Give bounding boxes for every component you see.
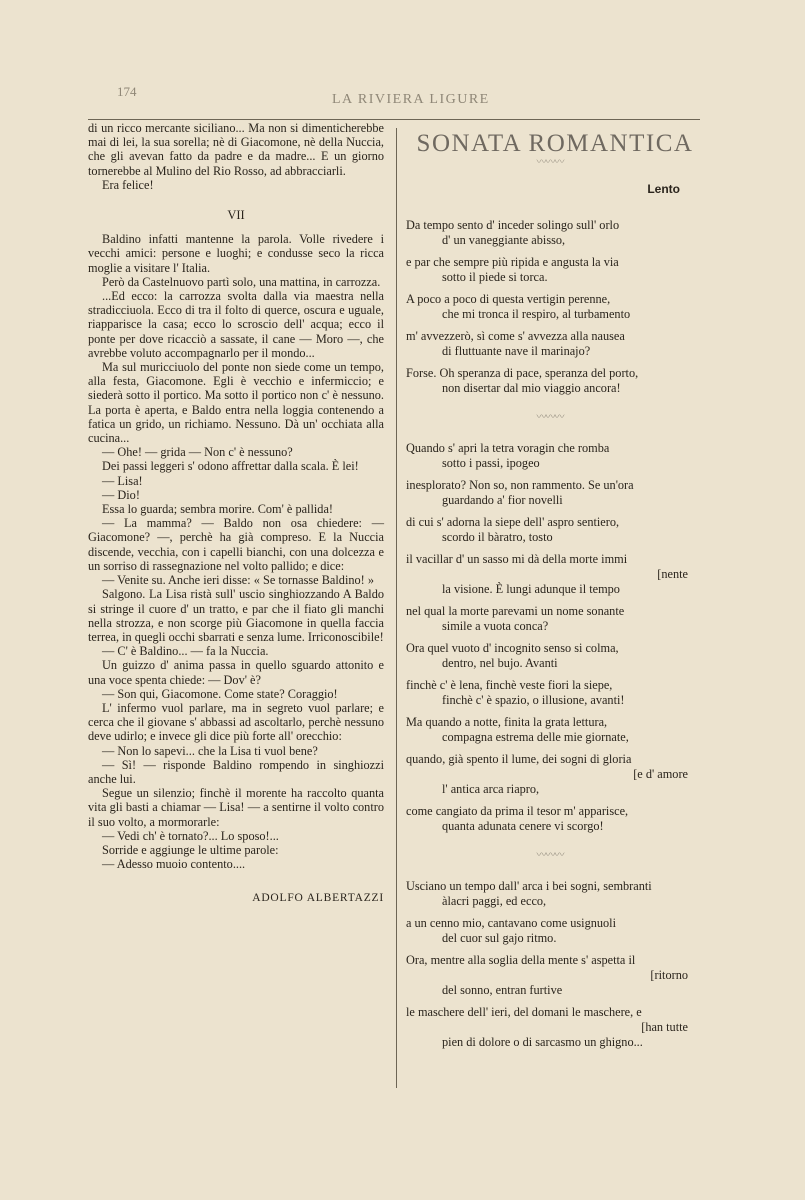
story-paragraph: Salgono. La Lisa ristà sull' uscio singhiozzando A Baldo si stringe il cuore d' un tratto, e par che il fiato gli manchi nella strozza, e non scorge più Giacomone in quella faccia terrea, in quegli occhi sbarrati e senza lume. Irriconoscibile! — [88, 587, 384, 644]
poem-couplet — [406, 879, 700, 909]
story-paragraph: — Ohe! — grida — Non c' è nessuno? — [102, 445, 293, 460]
story-opening-end: Era felice! — [102, 177, 154, 192]
story-paragraph: — Sì! — risponde Baldino rompendo in singhiozzi anche lui. — [88, 757, 384, 786]
poem-couplet — [406, 255, 700, 285]
story-paragraph: — Non lo sapevi... che la Lisa ti vuol bene? — [102, 743, 318, 758]
page-number: 174 — [117, 84, 137, 99]
poem-couplet — [406, 552, 700, 597]
poem-couplet — [406, 515, 700, 545]
verse-line: nel qual la morte parevami un nome sonante — [406, 604, 625, 618]
verse-line-indented: di fluttuante nave il marinajo? — [442, 344, 591, 358]
verse-line-indented: del sonno, entran furtive — [442, 983, 563, 997]
stanza-ornament: 〰〰〰 — [536, 850, 564, 861]
poem-couplet — [406, 441, 700, 471]
verse-line-indented: dentro, nel bujo. Avanti — [442, 656, 558, 670]
verse-line-indented: sotto i passi, ipogeo — [442, 456, 540, 470]
poem-couplet — [406, 1005, 700, 1050]
verse-carryover: [han tutte — [641, 1020, 688, 1034]
verse-line-indented: simile a vuota conca? — [442, 619, 549, 633]
poem-stanzas — [400, 218, 700, 1050]
poem-couplet — [406, 366, 700, 396]
poem-title: SONATA ROMANTICA — [416, 130, 694, 157]
poem-couplet — [406, 678, 700, 708]
story-column — [88, 121, 384, 906]
verse-carryover: [e d' amore — [633, 767, 688, 781]
story-paragraph: — Vedi ch' è tornato?... Lo sposo!... — [102, 828, 279, 843]
story-paragraph: Dei passi leggeri s' odono affrettar dalla scala. È lei! — [102, 459, 359, 474]
story-paragraph: Essa lo guarda; sembra morire. Com' è pallida! — [102, 502, 334, 517]
header-rule — [88, 119, 700, 120]
poem-couplet — [406, 804, 700, 834]
verse-line-indented: sotto il piede si torca. — [442, 270, 548, 284]
poem-couplet — [406, 218, 700, 248]
poem-couplet — [406, 329, 700, 359]
story-paragraph: Ma sul muricciuolo del ponte non siede come un tempo, alla festa, Giacomone. Egli è vecchio e infermiccio; e siederà sotto il portico. Ma sotto il portico non c' è nessuno. La porta è aperta, e Baldo entra nella loggia contenendo a fatica un grido, un richiamo. Nessuno. Dà un' occhiata alla cucina... — [88, 360, 384, 446]
story-paragraph: Però da Castelnuovo partì solo, una mattina, in carrozza. — [102, 274, 381, 289]
verse-line-indented: quanta adunata cenere vi scorgo! — [442, 819, 604, 833]
poem-tempo: Lento — [647, 182, 680, 196]
verse-line-indented: l' antica arca riapro, — [442, 782, 540, 796]
verse-line: finchè c' è lena, finchè veste fiori la siepe, — [406, 678, 613, 692]
story-paragraph: — C' è Baldino... — fa la Nuccia. — [102, 644, 269, 659]
verse-line-indented: d' un vaneggiante abisso, — [442, 233, 566, 247]
poem-couplet — [406, 715, 700, 745]
verse-line-indented: non disertar dal mio viaggio ancora! — [442, 381, 621, 395]
verse-line: quando, già spento il lume, dei sogni di gloria — [406, 752, 632, 766]
story-paragraph: — Lisa! — [102, 473, 143, 488]
story-paragraphs — [88, 232, 384, 871]
verse-line: e par che sempre più ripida e angusta la via — [406, 255, 619, 269]
section-heading: VII — [227, 208, 245, 223]
story-paragraph: ...Ed ecco: la carrozza svolta dalla via maestra nella stradicciuola. Ecco di tra il folto di querce, oscura e uguale, riapparisce la casa; ecco lo scroscio dell' acqua; ecco il ponte per dove ricacciò a sassate, il cane — Moro —, che avrebbe voluto accompagnarlo per il mondo... — [88, 289, 384, 360]
story-paragraph: — Venite su. Anche ieri disse: « Se tornasse Baldino! » — [102, 573, 374, 588]
poem-couplet — [406, 604, 700, 634]
poem-column — [400, 126, 700, 1057]
column-divider — [396, 128, 397, 1088]
verse-line: Usciano un tempo dall' arca i bei sogni, sembranti — [406, 879, 652, 893]
verse-line: Ora quel vuoto d' incognito senso si colma, — [406, 641, 619, 655]
verse-line-indented: finchè c' è spazio, o illusione, avanti! — [442, 693, 625, 707]
story-paragraph: — La mamma? — Baldo non osa chiedere: — Giacomone? —, perchè ha già compreso. E la Nuccia discende, vecchia, con i capelli bianchi, con una dolcezza e un sorriso di rassegnazione nel volto pallido; e dice: — [88, 516, 384, 573]
poem-couplet — [406, 478, 700, 508]
verse-line: inesplorato? Non so, non rammento. Se un'ora — [406, 478, 634, 492]
verse-line: Ma quando a notte, finita la grata lettura, — [406, 715, 608, 729]
story-paragraph: Sorride e aggiunge le ultime parole: — [102, 842, 279, 857]
verse-line: Quando s' apri la tetra voragin che romba — [406, 441, 610, 455]
story-paragraph: — Dio! — [102, 487, 140, 502]
poem-stanza — [400, 441, 700, 834]
verse-line-indented: guardando a' fior novelli — [442, 493, 563, 507]
verse-line: il vacillar d' un sasso mi dà della morte immi — [406, 552, 628, 566]
title-ornament: 〰〰〰 — [536, 157, 564, 168]
verse-line: a un cenno mio, cantavano come usignuoli — [406, 916, 617, 930]
verse-line: le maschere dell' ieri, del domani le maschere, e — [406, 1005, 642, 1019]
story-opening: di un ricco mercante siciliano... Ma non si dimenticherebbe mai di lei, la sua sorella; nè di Giacomone, nè della Nuccia, che gli avevan fatto da padre e da madre... E un giorno tornerebbe al Mulino del Rio Rosso, ad abbracciarli. — [88, 121, 384, 178]
verse-line: di cui s' adorna la siepe dell' aspro sentiero, — [406, 515, 620, 529]
verse-line-indented: compagna estrema delle mie giornate, — [442, 730, 629, 744]
story-paragraph: Segue un silenzio; finchè il morente ha raccolto quanta vita gli basti a chiamar — Lisa! — a sentirne il volto contro il suo volto, a mormorarle: — [88, 786, 384, 829]
poem-stanza — [400, 218, 700, 396]
story-paragraph: Un guizzo d' anima passa in quello sguardo attonito e una voce spenta chiede: — Dov' è? — [88, 658, 384, 687]
poem-couplet — [406, 641, 700, 671]
story-paragraph: — Son qui, Giacomone. Come state? Coraggio! — [102, 686, 338, 701]
verse-line-indented: che mi tronca il respiro, al turbamento — [442, 307, 631, 321]
magazine-title: LA RIVIERA LIGURE — [332, 92, 490, 107]
story-paragraph: L' infermo vuol parlare, ma in segreto vuol parlare; e cerca che il giovane s' abbassi ad ascoltarlo, perchè nessuno deve udirlo; e invece gli dice più forte all' orecchio: — [88, 700, 384, 744]
verse-carryover: [nente — [657, 567, 688, 581]
poem-couplet — [406, 916, 700, 946]
verse-line-indented: scordo il bàratro, tosto — [442, 530, 553, 544]
story-paragraph: — Adesso muoio contento.... — [102, 857, 246, 872]
verse-line: A poco a poco di questa vertigin perenne, — [406, 292, 611, 306]
author-signature: ADOLFO ALBERTAZZI — [252, 892, 384, 905]
verse-line-indented: la visione. È lungi adunque il tempo — [442, 582, 620, 596]
stanza-ornament: 〰〰〰 — [536, 412, 564, 423]
verse-line: Ora, mentre alla soglia della mente s' aspetta il — [406, 953, 636, 967]
verse-carryover: [ritorno — [650, 968, 688, 982]
poem-couplet — [406, 953, 700, 998]
verse-line-indented: del cuor sul gajo ritmo. — [442, 931, 557, 945]
poem-stanza — [400, 879, 700, 1050]
poem-couplet — [406, 292, 700, 322]
verse-line: come cangiato da prima il tesor m' apparisce, — [406, 804, 629, 818]
story-paragraph: Baldino infatti mantenne la parola. Volle rivedere i vecchi amici: persone e luoghi; e condusse seco la ricca moglie a visitare l' Italia. — [88, 232, 384, 275]
poem-couplet — [406, 752, 700, 797]
verse-line: Da tempo sento d' inceder solingo sull' orlo — [406, 218, 620, 232]
verse-line: Forse. Oh speranza di pace, speranza del porto, — [406, 366, 639, 380]
verse-line: m' avvezzerò, sì come s' avvezza alla nausea — [406, 329, 625, 343]
verse-line-indented: pien di dolore o di sarcasmo un ghigno... — [442, 1035, 643, 1049]
verse-line-indented: àlacri paggi, ed ecco, — [442, 894, 547, 908]
